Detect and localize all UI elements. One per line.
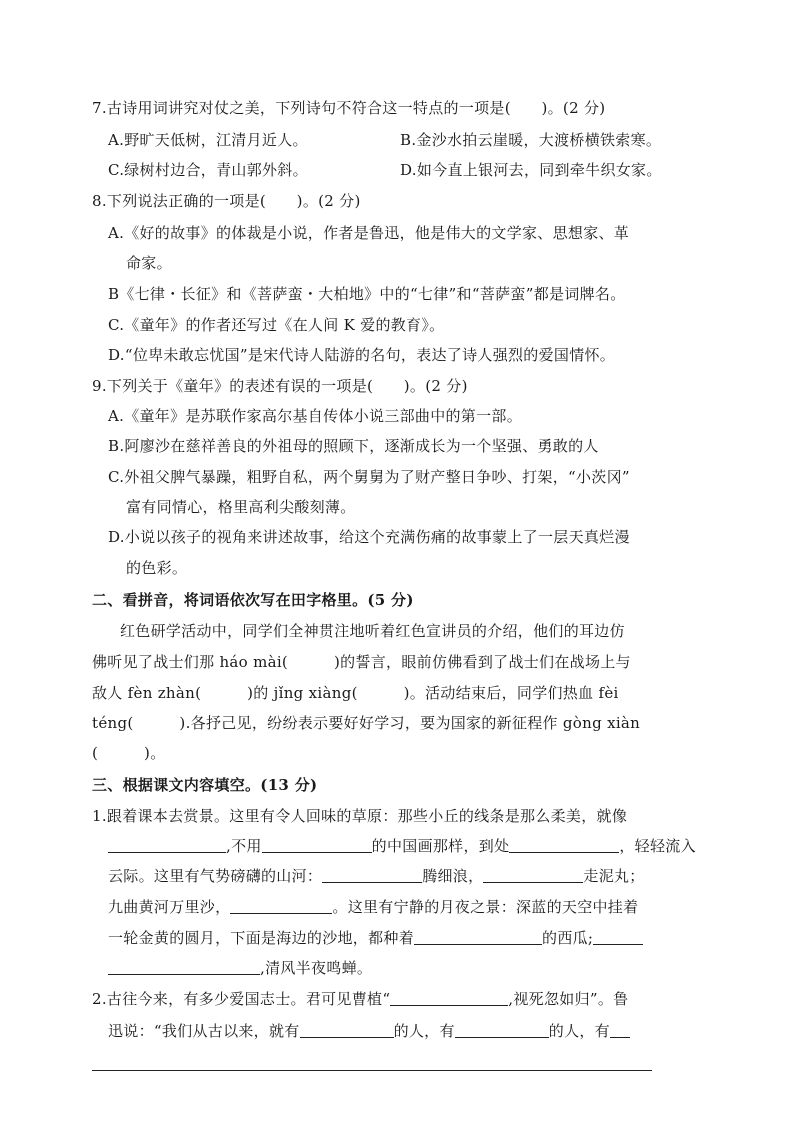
section2-text-line1: 红色研学活动中，同学们全神贯注地听着红色宣讲员的介绍，他们的耳边仿 <box>120 622 625 640</box>
section2-heading: 二、看拼音，将词语依次写在田字格里。(5 分) <box>92 591 414 609</box>
q8-option-d: D.“位卑未敢忘忧国”是宋代诗人陆游的名句，表达了诗人强烈的爱国情怀。 <box>108 346 616 364</box>
q9-stem: 9.下列关于《童年》的表述有误的一项是( )。(2 分) <box>92 377 468 395</box>
s3-q1-line4: 九曲黄河万里沙， 。这里有宁静的月夜之景：深蓝的天空中挂着 <box>108 898 639 916</box>
fill-blank[interactable] <box>455 1021 549 1038</box>
fill-blank[interactable] <box>483 866 583 883</box>
q8-stem: 8.下列说法正确的一项是( )。(2 分) <box>92 192 361 210</box>
q9-option-c-line1: C.外祖父脾气暴躁，粗野自私，两个舅舅为了财产整日争吵、打架，“小茨冈” <box>108 468 630 486</box>
s3-q2-line2: 迅说：“我们从古以来，就有 的人，有 的人，有 <box>108 1021 630 1041</box>
fill-blank[interactable] <box>108 958 260 975</box>
section2-text-line2: 佛听见了战士们那 háo mài( )的誓言，眼前仿佛看到了战士们在战场上与 <box>92 653 631 671</box>
q7-option-b: B.金沙水拍云崖暖，大渡桥横铁索寒。 <box>400 131 662 149</box>
q9-option-c-line2: 富有同情心，格里高利尖酸刻薄。 <box>126 498 356 516</box>
fill-blank[interactable] <box>414 928 542 945</box>
s3-q1-line1: 1.跟着课本去赏景。这里有令人回味的草原：那些小丘的线条是那么柔美，就像 <box>92 807 628 825</box>
q9-option-a: A.《童年》是苏联作家高尔基自传体小说三部曲中的第一部。 <box>108 407 523 425</box>
s3-q1-line2: ,不用 的中国画那样，到处 ，轻轻流入 <box>108 836 696 856</box>
section2-text-line3: 敌人 fèn zhàn( )的 jǐng xiàng( )。活动结束后，同学们热血 fèi <box>92 684 619 702</box>
s3-q1-line6: ,清风半夜鸣蝉。 <box>108 958 372 978</box>
fill-blank[interactable] <box>593 928 643 945</box>
q9-option-d-line1: D.小说以孩子的视角来讲述故事，给这个充满伤痛的故事蒙上了一层天真烂漫 <box>108 528 630 546</box>
q8-option-c: C.《童年》的作者还写过《在人间 K 爱的教育》。 <box>108 316 445 334</box>
s3-q1-line5: 一轮金黄的圆月，下面是海边的沙地，都种着 的西瓜; <box>108 928 643 948</box>
fill-blank[interactable] <box>509 836 619 853</box>
q9-option-d-line2: 的色彩。 <box>126 559 188 577</box>
fill-blank[interactable] <box>108 836 226 853</box>
section2-text-line5: ( )。 <box>92 744 166 762</box>
answer-line[interactable] <box>92 1070 652 1071</box>
fill-blank[interactable] <box>322 866 422 883</box>
fill-blank[interactable] <box>610 1021 630 1038</box>
q7-option-c: C.绿树村边合，青山郭外斜。 <box>108 161 308 179</box>
q8-option-b: B《七律・长征》和《菩萨蛮・大柏地》中的“七律”和“菩萨蛮”都是词牌名。 <box>108 285 626 303</box>
fill-blank[interactable] <box>262 836 372 853</box>
s3-q2-line1: 2.古往今来，有多少爱国志士。君可见曹植“ ,视死忽如归”。鲁 <box>92 990 629 1008</box>
q7-stem: 7.古诗用词讲究对仗之美，下列诗句不符合这一特点的一项是( )。(2 分) <box>92 99 606 117</box>
fill-blank[interactable] <box>300 1021 394 1038</box>
q8-option-a-line2: 命家。 <box>126 254 172 272</box>
fill-blank[interactable] <box>390 989 508 1006</box>
q9-option-b: B.阿廖沙在慈祥善良的外祖母的照顾下，逐渐成长为一个坚强、勇敢的人 <box>108 437 599 455</box>
q7-option-a: A.野旷天低树，江清月近人。 <box>108 131 308 149</box>
fill-blank[interactable] <box>230 897 332 914</box>
q7-option-d: D.如今直上银河去，同到牵牛织女家。 <box>400 161 662 179</box>
section3-heading: 三、根据课文内容填空。(13 分) <box>92 776 318 794</box>
s3-q1-line3: 云际。这里有气势磅礴的山河： 腾细浪， 走泥丸； <box>108 867 645 885</box>
section2-text-line4: téng( ).各抒己见，纷纷表示要好好学习，要为国家的新征程作 gòng xiàn <box>92 714 641 732</box>
q8-option-a-line1: A.《好的故事》的体裁是小说，作者是鲁迅，他是伟大的文学家、思想家、革 <box>108 224 630 242</box>
